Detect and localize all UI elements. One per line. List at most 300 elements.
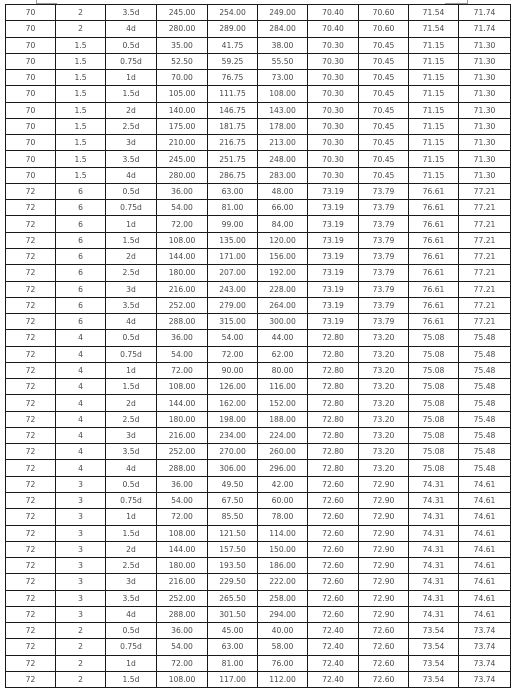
table-cell: 216.75: [208, 135, 258, 151]
table-cell: 85.50: [208, 509, 258, 525]
table-cell: 192.00: [258, 265, 308, 281]
table-cell: 73.19: [308, 216, 359, 232]
table-cell: 2d: [106, 541, 157, 557]
table-cell: 73.74: [459, 639, 511, 655]
table-cell: 72.60: [308, 476, 359, 492]
table-cell: 216.00: [157, 281, 208, 297]
table-cell: 2: [56, 671, 106, 687]
table-cell: 243.00: [208, 281, 258, 297]
table-cell: 76.61: [409, 232, 459, 248]
table-cell: 36.00: [157, 623, 208, 639]
table-cell: 71.30: [459, 151, 511, 167]
table-cell: 55.50: [258, 53, 308, 69]
table-cell: 73.79: [359, 297, 409, 313]
table-cell: 72.90: [359, 525, 409, 541]
table-cell: 1.5: [56, 167, 106, 183]
table-cell: 72.40: [308, 671, 359, 687]
table-cell: 0.75d: [106, 346, 157, 362]
table-cell: 1.5d: [106, 232, 157, 248]
table-cell: 73.20: [359, 444, 409, 460]
table-cell: 71.15: [409, 151, 459, 167]
table-cell: 289.00: [208, 21, 258, 37]
table-cell: 73.20: [359, 395, 409, 411]
table-cell: 54.00: [157, 200, 208, 216]
table-cell: 75.48: [459, 427, 511, 443]
table-cell: 1.5: [56, 70, 106, 86]
table-cell: 72.60: [359, 639, 409, 655]
table-cell: 70.30: [308, 37, 359, 53]
table-cell: 3.5d: [106, 590, 157, 606]
table-cell: 70.00: [157, 70, 208, 86]
table-cell: 3d: [106, 135, 157, 151]
table-cell: 6: [56, 265, 106, 281]
table-cell: 171.00: [208, 248, 258, 264]
table-cell: 76.61: [409, 248, 459, 264]
table-cell: 284.00: [258, 21, 308, 37]
table-cell: 72: [6, 395, 56, 411]
table-cell: 6: [56, 314, 106, 330]
table-cell: 306.00: [208, 460, 258, 476]
table-cell: 75.48: [459, 346, 511, 362]
table-cell: 4d: [106, 460, 157, 476]
table-cell: 73.79: [359, 200, 409, 216]
table-cell: 73.79: [359, 248, 409, 264]
table-cell: 4: [56, 427, 106, 443]
table-cell: 75.08: [409, 379, 459, 395]
table-cell: 4: [56, 460, 106, 476]
table-cell: 180.00: [157, 265, 208, 281]
table-cell: 72: [6, 297, 56, 313]
table-cell: 72.40: [308, 655, 359, 671]
table-cell: 73.20: [359, 411, 409, 427]
table-cell: 0.75d: [106, 639, 157, 655]
table-cell: 251.75: [208, 151, 258, 167]
table-cell: 0.75d: [106, 492, 157, 508]
table-cell: 3d: [106, 574, 157, 590]
table-cell: 72: [6, 525, 56, 541]
table-cell: 76.61: [409, 281, 459, 297]
table-row: [6, 427, 511, 443]
table-cell: 71.30: [459, 70, 511, 86]
table-cell: 60.00: [258, 492, 308, 508]
table-cell: 70.30: [308, 135, 359, 151]
table-cell: 245.00: [157, 151, 208, 167]
table-cell: 73.54: [409, 655, 459, 671]
table-row: [6, 314, 511, 330]
table-cell: 1d: [106, 655, 157, 671]
table-cell: 54.00: [157, 492, 208, 508]
table-cell: 75.08: [409, 395, 459, 411]
table-cell: 73.79: [359, 232, 409, 248]
table-cell: 72: [6, 623, 56, 639]
table-cell: 36.00: [157, 183, 208, 199]
table-cell: 140.00: [157, 102, 208, 118]
table-cell: 73.79: [359, 183, 409, 199]
table-cell: 228.00: [258, 281, 308, 297]
table-row: [6, 183, 511, 199]
table-cell: 67.50: [208, 492, 258, 508]
table-cell: 254.00: [208, 5, 258, 21]
table-cell: 6: [56, 281, 106, 297]
table-cell: 73.79: [359, 265, 409, 281]
table-row: [6, 379, 511, 395]
table-cell: 6: [56, 232, 106, 248]
table-cell: 315.00: [208, 314, 258, 330]
table-cell: 72: [6, 216, 56, 232]
table-cell: 1.5: [56, 102, 106, 118]
table-cell: 72.90: [359, 509, 409, 525]
table-cell: 72.60: [308, 541, 359, 557]
table-cell: 70.60: [359, 21, 409, 37]
table-cell: 72.80: [308, 411, 359, 427]
table-cell: 216.00: [157, 427, 208, 443]
table-cell: 144.00: [157, 541, 208, 557]
table-cell: 70.40: [308, 21, 359, 37]
table-cell: 41.75: [208, 37, 258, 53]
table-cell: 72.80: [308, 395, 359, 411]
table-cell: 54.00: [157, 639, 208, 655]
table-cell: 74.61: [459, 476, 511, 492]
table-cell: 73.19: [308, 200, 359, 216]
table-cell: 74.61: [459, 606, 511, 622]
table-cell: 71.54: [409, 5, 459, 21]
table-cell: 74.31: [409, 541, 459, 557]
table-cell: 3: [56, 606, 106, 622]
table-cell: 52.50: [157, 53, 208, 69]
table-cell: 3: [56, 476, 106, 492]
table-cell: 4d: [106, 606, 157, 622]
table-cell: 72: [6, 232, 56, 248]
table-cell: 4: [56, 362, 106, 378]
table-cell: 40.00: [258, 623, 308, 639]
table-cell: 157.50: [208, 541, 258, 557]
table-cell: 2.5d: [106, 118, 157, 134]
table-cell: 3d: [106, 281, 157, 297]
table-cell: 152.00: [258, 395, 308, 411]
table-cell: 72.80: [308, 427, 359, 443]
table-cell: 99.00: [208, 216, 258, 232]
table-cell: 72: [6, 574, 56, 590]
table-cell: 2: [56, 639, 106, 655]
table-cell: 0.75d: [106, 53, 157, 69]
table-cell: 73.74: [459, 623, 511, 639]
table-cell: 71.30: [459, 53, 511, 69]
table-row: [6, 362, 511, 378]
table-cell: 248.00: [258, 151, 308, 167]
table-cell: 72: [6, 427, 56, 443]
table-cell: 71.30: [459, 37, 511, 53]
table-cell: 70: [6, 37, 56, 53]
table-cell: 2: [56, 5, 106, 21]
table-cell: 72.90: [359, 492, 409, 508]
table-cell: 1d: [106, 509, 157, 525]
table-cell: 74.31: [409, 590, 459, 606]
table-cell: 73.20: [359, 427, 409, 443]
table-row: [6, 248, 511, 264]
table-cell: 156.00: [258, 248, 308, 264]
table-row: [6, 558, 511, 574]
table-cell: 75.48: [459, 379, 511, 395]
table-cell: 121.50: [208, 525, 258, 541]
table-cell: 70.30: [308, 70, 359, 86]
table-cell: 36.00: [157, 330, 208, 346]
table-row: [6, 492, 511, 508]
table-cell: 71.30: [459, 167, 511, 183]
table-cell: 6: [56, 297, 106, 313]
table-cell: 3.5d: [106, 444, 157, 460]
table-cell: 73.79: [359, 216, 409, 232]
table-cell: 72: [6, 509, 56, 525]
table-cell: 72: [6, 281, 56, 297]
table-cell: 74.31: [409, 476, 459, 492]
table-cell: 66.00: [258, 200, 308, 216]
table-row: [6, 151, 511, 167]
table-cell: 72: [6, 346, 56, 362]
table-cell: 70: [6, 102, 56, 118]
table-cell: 0.5d: [106, 37, 157, 53]
table-row: [6, 476, 511, 492]
table-cell: 72: [6, 590, 56, 606]
table-row: [6, 102, 511, 118]
table-cell: 1.5: [56, 135, 106, 151]
table-cell: 70: [6, 53, 56, 69]
table-cell: 74.31: [409, 574, 459, 590]
table-cell: 72.90: [359, 476, 409, 492]
table-cell: 71.15: [409, 53, 459, 69]
table-cell: 70: [6, 135, 56, 151]
table-cell: 72.60: [359, 655, 409, 671]
table-cell: 54.00: [157, 346, 208, 362]
table-cell: 3: [56, 509, 106, 525]
table-cell: 76.75: [208, 70, 258, 86]
table-cell: 77.21: [459, 183, 511, 199]
table-cell: 0.75d: [106, 200, 157, 216]
table-row: [6, 509, 511, 525]
table-cell: 6: [56, 216, 106, 232]
table-cell: 144.00: [157, 395, 208, 411]
table-cell: 76.61: [409, 265, 459, 281]
table-cell: 4: [56, 395, 106, 411]
table-cell: 216.00: [157, 574, 208, 590]
table-row: [6, 232, 511, 248]
table-cell: 36.00: [157, 476, 208, 492]
table-cell: 252.00: [157, 444, 208, 460]
table-row: [6, 135, 511, 151]
table-row: [6, 330, 511, 346]
table-cell: 2.5d: [106, 558, 157, 574]
table-cell: 76.61: [409, 216, 459, 232]
table-cell: 72: [6, 460, 56, 476]
table-cell: 74.61: [459, 541, 511, 557]
table-cell: 283.00: [258, 167, 308, 183]
table-cell: 2: [56, 21, 106, 37]
table-cell: 3.5d: [106, 5, 157, 21]
table-cell: 76.61: [409, 183, 459, 199]
table-row: [6, 623, 511, 639]
table-cell: 294.00: [258, 606, 308, 622]
table-cell: 70.40: [308, 5, 359, 21]
table-cell: 280.00: [157, 21, 208, 37]
table-row: [6, 411, 511, 427]
table-cell: 114.00: [258, 525, 308, 541]
table-cell: 71.15: [409, 70, 459, 86]
table-cell: 75.08: [409, 330, 459, 346]
table-cell: 73.20: [359, 330, 409, 346]
table-row: [6, 216, 511, 232]
table-cell: 72.60: [308, 558, 359, 574]
table-cell: 2d: [106, 248, 157, 264]
table-cell: 286.75: [208, 167, 258, 183]
table-row: [6, 5, 511, 21]
table-cell: 72.00: [157, 216, 208, 232]
table-cell: 72: [6, 606, 56, 622]
table-cell: 48.00: [258, 183, 308, 199]
table-cell: 72.00: [157, 362, 208, 378]
table-cell: 74.31: [409, 492, 459, 508]
table-cell: 73.20: [359, 460, 409, 476]
table-cell: 72.80: [308, 330, 359, 346]
table-cell: 72.80: [308, 362, 359, 378]
table-cell: 0.5d: [106, 330, 157, 346]
table-cell: 4: [56, 411, 106, 427]
table-row: [6, 70, 511, 86]
table-cell: 72: [6, 444, 56, 460]
table-row: [6, 460, 511, 476]
table-cell: 222.00: [258, 574, 308, 590]
table-row: [6, 525, 511, 541]
table-cell: 3: [56, 492, 106, 508]
table-cell: 296.00: [258, 460, 308, 476]
table-cell: 63.00: [208, 639, 258, 655]
table-cell: 73.19: [308, 297, 359, 313]
table-cell: 75.48: [459, 330, 511, 346]
table-cell: 77.21: [459, 216, 511, 232]
table-cell: 71.15: [409, 167, 459, 183]
table-cell: 70: [6, 118, 56, 134]
table-cell: 63.00: [208, 183, 258, 199]
table-cell: 70.45: [359, 37, 409, 53]
table-cell: 72.60: [308, 525, 359, 541]
table-cell: 71.15: [409, 135, 459, 151]
table-cell: 72.80: [308, 460, 359, 476]
table-cell: 70.45: [359, 118, 409, 134]
table-cell: 71.30: [459, 102, 511, 118]
table-cell: 70.30: [308, 53, 359, 69]
table-cell: 75.08: [409, 460, 459, 476]
table-cell: 74.31: [409, 606, 459, 622]
table-cell: 105.00: [157, 86, 208, 102]
table-cell: 279.00: [208, 297, 258, 313]
table-cell: 72: [6, 183, 56, 199]
table-cell: 73.19: [308, 183, 359, 199]
table-cell: 73.19: [308, 265, 359, 281]
table-cell: 72.60: [308, 606, 359, 622]
table-cell: 265.50: [208, 590, 258, 606]
table-row: [6, 541, 511, 557]
table-cell: 252.00: [157, 297, 208, 313]
table-cell: 77.21: [459, 297, 511, 313]
table-cell: 70: [6, 86, 56, 102]
table-cell: 2: [56, 623, 106, 639]
table-cell: 71.74: [459, 5, 511, 21]
table-cell: 70: [6, 5, 56, 21]
table-cell: 70.30: [308, 86, 359, 102]
table-cell: 77.21: [459, 265, 511, 281]
data-table: [5, 4, 511, 688]
table-cell: 77.21: [459, 200, 511, 216]
table-row: [6, 53, 511, 69]
table-cell: 76.61: [409, 314, 459, 330]
table-cell: 77.21: [459, 232, 511, 248]
table-cell: 75.08: [409, 346, 459, 362]
table-cell: 74.61: [459, 574, 511, 590]
table-cell: 1d: [106, 362, 157, 378]
table-row: [6, 346, 511, 362]
table-cell: 73.54: [409, 671, 459, 687]
table-cell: 116.00: [258, 379, 308, 395]
table-row: [6, 265, 511, 281]
table-cell: 72: [6, 362, 56, 378]
table-cell: 90.00: [208, 362, 258, 378]
table-cell: 71.15: [409, 37, 459, 53]
table-cell: 249.00: [258, 5, 308, 21]
table-cell: 126.00: [208, 379, 258, 395]
table-cell: 70.45: [359, 167, 409, 183]
table-cell: 252.00: [157, 590, 208, 606]
table-cell: 71.30: [459, 135, 511, 151]
table-cell: 81.00: [208, 655, 258, 671]
table-cell: 70: [6, 151, 56, 167]
table-cell: 210.00: [157, 135, 208, 151]
table-cell: 74.31: [409, 509, 459, 525]
table-row: [6, 606, 511, 622]
table-row: [6, 444, 511, 460]
table-cell: 229.50: [208, 574, 258, 590]
table-cell: 73.20: [359, 379, 409, 395]
table-cell: 75.08: [409, 362, 459, 378]
table-cell: 144.00: [157, 248, 208, 264]
table-cell: 1.5d: [106, 86, 157, 102]
table-cell: 193.50: [208, 558, 258, 574]
table-cell: 4: [56, 444, 106, 460]
table-cell: 70.45: [359, 70, 409, 86]
table-cell: 0.5d: [106, 623, 157, 639]
table-cell: 74.61: [459, 509, 511, 525]
table-cell: 73.19: [308, 248, 359, 264]
table-row: [6, 395, 511, 411]
table-row: [6, 21, 511, 37]
table-cell: 1d: [106, 216, 157, 232]
table-cell: 4: [56, 379, 106, 395]
table-cell: 73.00: [258, 70, 308, 86]
table-cell: 77.21: [459, 314, 511, 330]
table-cell: 108.00: [258, 86, 308, 102]
table-cell: 6: [56, 248, 106, 264]
table-row: [6, 118, 511, 134]
table-cell: 76.61: [409, 200, 459, 216]
table-row: [6, 671, 511, 687]
table-cell: 112.00: [258, 671, 308, 687]
table-cell: 70.30: [308, 167, 359, 183]
table-cell: 0.5d: [106, 476, 157, 492]
table-cell: 72.90: [359, 590, 409, 606]
table-cell: 72.00: [157, 509, 208, 525]
table-cell: 70.45: [359, 86, 409, 102]
table-cell: 3: [56, 541, 106, 557]
table-cell: 54.00: [208, 330, 258, 346]
table-cell: 2d: [106, 395, 157, 411]
table-cell: 1.5d: [106, 671, 157, 687]
